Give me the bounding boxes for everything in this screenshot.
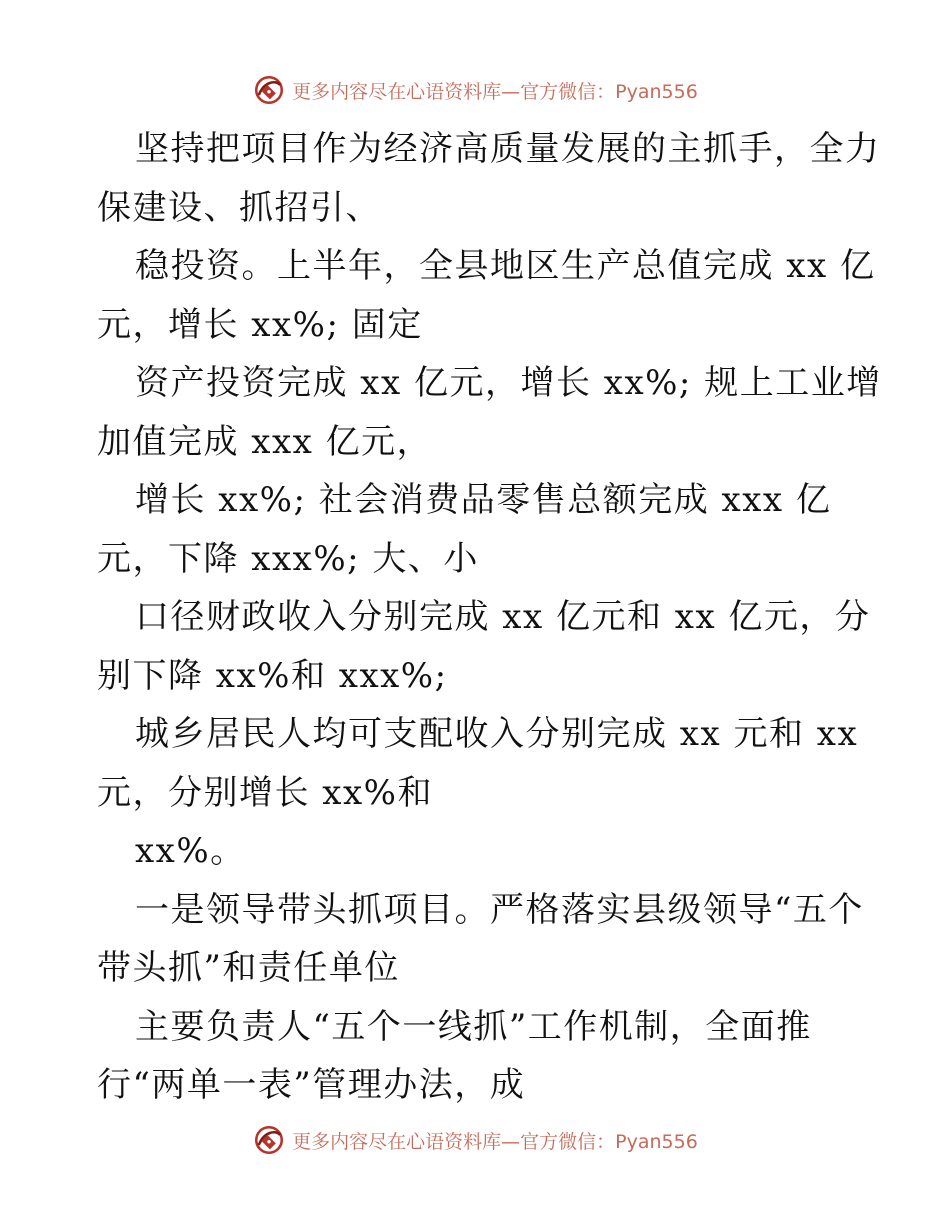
header-banner xyxy=(0,70,950,110)
header-banner-text: 更多内容尽在心语资料库—官方微信：Pyan556 xyxy=(292,80,698,103)
paragraph-line: 城乡居民人均可支配收入分别完成 xx 元和 xx xyxy=(135,714,859,754)
paragraph-line: 保建设、抓招引、 xyxy=(97,187,381,228)
paragraph-line: 稳投资。上半年，全县地区生产总值完成 xx 亿 xyxy=(135,246,876,286)
paragraph-line: 别下降 xx%和 xxx%; xyxy=(97,655,448,696)
pen-nib-swirl-icon xyxy=(252,73,286,107)
pen-nib-swirl-icon xyxy=(252,1123,286,1157)
paragraph-line: 增长 xx%; 社会消费品零售总额完成 xxx 亿 xyxy=(135,480,832,520)
paragraph-line: 一是领导带头抓项目。严格落实县级领导“五个 xyxy=(135,889,864,930)
paragraph-line: xx%。 xyxy=(135,831,246,871)
paragraph-line: 主要负责人“五个一线抓”工作机制，全面推 xyxy=(135,1006,812,1047)
footer-banner-text: 更多内容尽在心语资料库—官方微信：Pyan556 xyxy=(292,1130,698,1153)
paragraph-line: 口径财政收入分别完成 xx 亿元和 xx 亿元，分 xyxy=(135,597,871,637)
paragraph-line: 带头抓”和责任单位 xyxy=(97,948,400,988)
paragraph-line: 元，分别增长 xx%和 xyxy=(97,772,433,813)
paragraph-line: 元，下降 xxx%; 大、小 xyxy=(97,538,479,579)
document-body xyxy=(97,120,882,1115)
paragraph-line: 加值完成 xxx 亿元， xyxy=(97,421,433,462)
paragraph-line: 资产投资完成 xx 亿元，增长 xx%; 规上工业增 xyxy=(135,363,882,403)
paragraph-line: 元，增长 xx%; 固定 xyxy=(97,304,423,345)
paragraph-line: 行“两单一表”管理办法，成 xyxy=(97,1065,526,1105)
footer-banner xyxy=(0,1120,950,1160)
paragraph-line: 坚持把项目作为经济高质量发展的主抓手，全力 xyxy=(135,129,881,169)
